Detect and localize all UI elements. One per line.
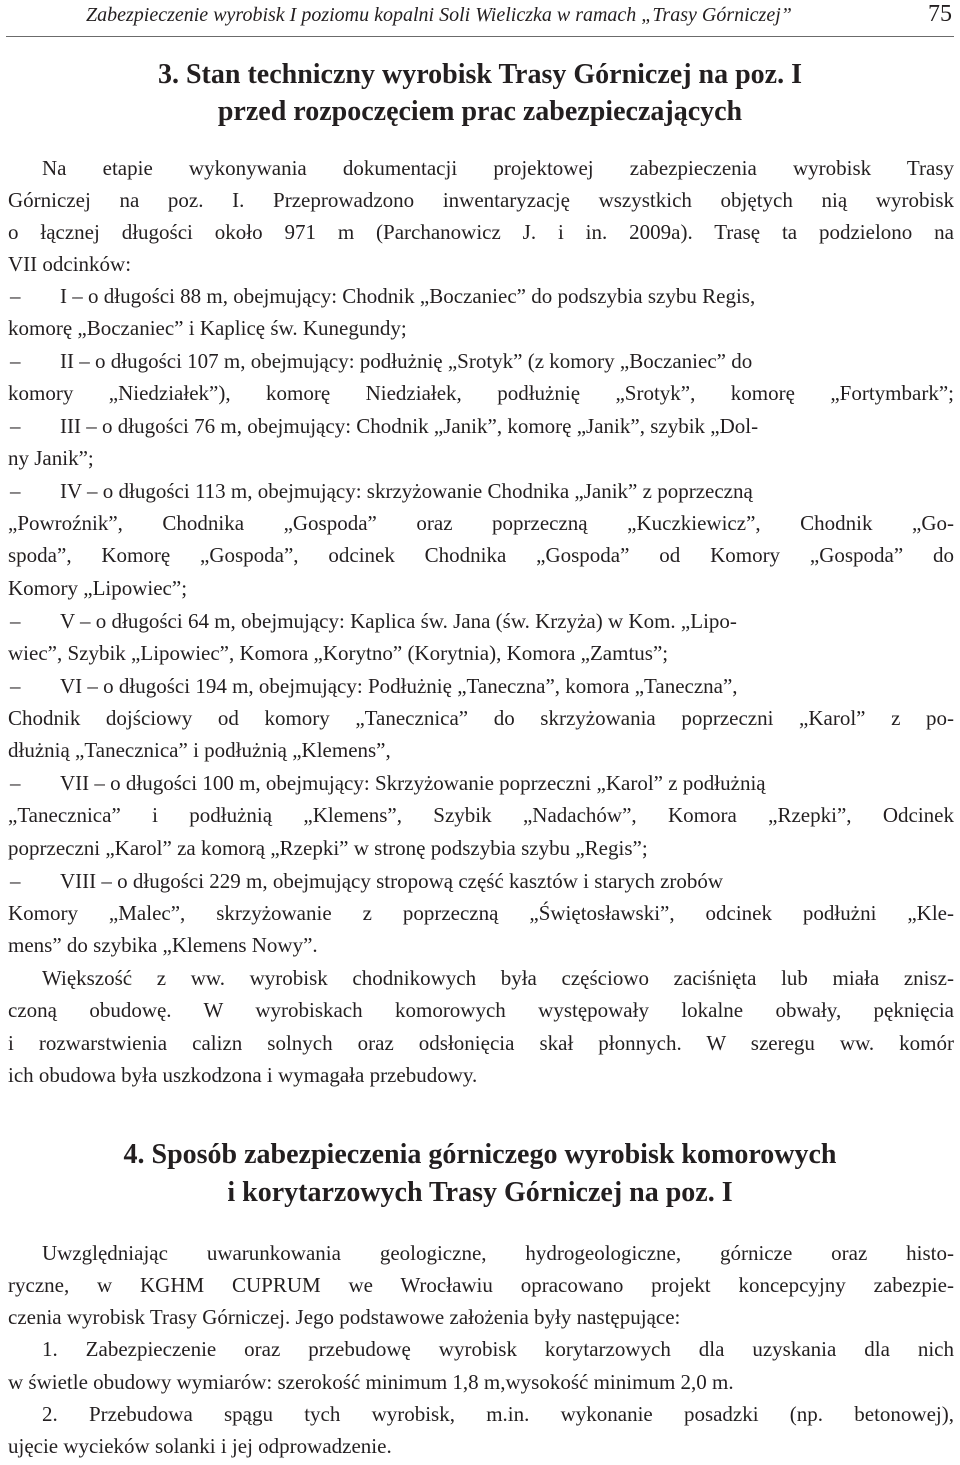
list-item-text: IV – o długości 113 m, obejmujący: skrzyżowanie Chodnika „Janik” z poprzeczną <box>60 479 753 503</box>
text-line: czenia wyrobisk Trasy Górniczej. Jego podstawowe założenia były następujące: <box>8 1305 681 1329</box>
text-line: w świetle obudowy wymiarów: szerokość minimum 1,8 m,wysokość minimum 2,0 m. <box>8 1370 734 1394</box>
running-head <box>0 0 960 40</box>
text-line: „Tanecznica” i podłużnią „Klemens”, Szybik „Nadachów”, Komora „Rzepki”, Odcinek <box>8 803 954 827</box>
text-line: wiec”, Szybik „Lipowiec”, Komora „Korytno” (Korytnia), Komora „Zamtus”; <box>8 641 669 665</box>
text-line: Chodnik dojściowy od komory „Tanecznica” do skrzyżowania poprzeczni „Karol” z po- <box>8 706 954 730</box>
list-item-line <box>10 671 956 701</box>
text-line: VII odcinków: <box>8 252 132 276</box>
text-line: Większość z ww. wyrobisk chodnikowych była częściowo zaciśnięta lub miała znisz- <box>42 966 954 990</box>
list-item-line <box>10 768 956 798</box>
list-item-line <box>10 411 956 441</box>
text-line: i rozwarstwienia calizn solnych oraz odsłonięcia skał płonnych. W szeregu ww. komór <box>8 1031 954 1055</box>
text-line: Uwzględniając uwarunkowania geologiczne, hydrogeologiczne, górnicze oraz histo- <box>42 1241 954 1265</box>
dash-bullet: – <box>10 414 21 438</box>
section-4-heading-line-2: i korytarzowych Trasy Górniczej na poz. I <box>227 1177 733 1208</box>
text-line: mens” do szybika „Klemens Nowy”. <box>8 933 318 957</box>
dash-bullet: – <box>10 479 21 503</box>
list-item-text: VI – o długości 194 m, obejmujący: Podłużnię „Taneczna”, komora „Taneczna”, <box>60 674 738 698</box>
text-line: Górniczej na poz. I. Przeprowadzono inwentaryzację wszystkich objętych nią wyrobisk <box>8 188 954 212</box>
text-line: czoną obudowę. W wyrobiskach komorowych występowały lokalne obwały, pęknięcia <box>8 998 954 1022</box>
list-item-text: III – o długości 76 m, obejmujący: Chodnik „Janik”, komorę „Janik”, szybik „Dol- <box>60 414 759 438</box>
list-item-text: I – o długości 88 m, obejmujący: Chodnik „Boczaniec” do podszybia szybu Regis, <box>60 284 756 308</box>
list-item-text: V – o długości 64 m, obejmujący: Kaplica św. Jana (św. Krzyża) w Kom. „Lipo- <box>60 609 737 633</box>
list-item-line <box>10 346 956 376</box>
text-line: poprzeczni „Karol” za komorą „Rzepki” w stronę podszybia szybu „Regis”; <box>8 836 648 860</box>
list-item-line: 1. Zabezpieczenie oraz przebudowę wyrobisk korytarzowych dla uzyskania dla nich <box>42 1337 954 1361</box>
text-line: komory „Niedziałek”), komorę Niedziałek, podłużnię „Srotyk”, komorę „Fortymbark”; <box>8 381 954 405</box>
dash-bullet: – <box>10 771 21 795</box>
list-item-text: II – o długości 107 m, obejmujący: podłużnię „Srotyk” (z komory „Boczaniec” do <box>60 349 753 373</box>
list-item-line <box>10 281 956 311</box>
list-item-line <box>10 606 956 636</box>
header-rule <box>6 36 954 37</box>
text-line: Na etapie wykonywania dokumentacji projektowej zabezpieczenia wyrobisk Trasy <box>42 156 954 180</box>
dash-bullet: – <box>10 284 21 308</box>
text-line: komorę „Boczaniec” i Kaplicę św. Kunegundy; <box>8 316 407 340</box>
page-number: 75 <box>928 1 952 27</box>
text-line: Komory „Lipowiec”; <box>8 576 188 600</box>
text-line: o łącznej długości około 971 m (Parchanowicz J. i in. 2009a). Trasę ta podzielono na <box>8 220 954 244</box>
list-item-line <box>10 476 956 506</box>
running-head-title: Zabezpieczenie wyrobisk I poziomu kopalni Soli Wieliczka w ramach „Trasy Górniczej” <box>86 4 792 26</box>
text-line: ujęcie wycieków solanki i jej odprowadzenie. <box>8 1434 392 1458</box>
text-line: „Powroźnik”, Chodnika „Gospoda” oraz poprzeczną „Kuczkiewicz”, Chodnik „Go- <box>8 511 954 535</box>
text-line: ny Janik”; <box>8 446 94 470</box>
dash-bullet: – <box>10 609 21 633</box>
dash-bullet: – <box>10 349 21 373</box>
list-item-line <box>10 866 956 896</box>
text-line: ryczne, w KGHM CUPRUM we Wrocławiu opracowano projekt koncepcyjny zabezpie- <box>8 1273 954 1297</box>
section-3-heading-line-2: przed rozpoczęciem prac zabezpieczających <box>217 96 743 127</box>
list-item-text: VIII – o długości 229 m, obejmujący stropową część kasztów i starych zrobów <box>60 869 724 893</box>
section-4-heading-line-1: 4. Sposób zabezpieczenia górniczego wyrobisk komorowych <box>123 1139 837 1170</box>
text-line: ich obudowa była uszkodzona i wymagała przebudowy. <box>8 1063 478 1087</box>
dash-bullet: – <box>10 674 21 698</box>
text-line: spoda”, Komorę „Gospoda”, odcinek Chodnika „Gospoda” od Komory „Gospoda” do <box>8 543 954 567</box>
list-item-line: 2. Przebudowa spągu tych wyrobisk, m.in. wykonanie posadzki (np. betonowej), <box>42 1402 954 1426</box>
list-item-text: VII – o długości 100 m, obejmujący: Skrzyżowanie poprzeczni „Karol” z podłużnią <box>60 771 766 795</box>
dash-bullet: – <box>10 869 21 893</box>
section-3-heading-line-1: 3. Stan techniczny wyrobisk Trasy Górniczej na poz. I <box>157 59 802 90</box>
text-line: dłużnią „Tanecznica” i podłużnią „Klemens”, <box>8 738 391 762</box>
text-line: Komory „Malec”, skrzyżowanie z poprzeczną „Świętosławski”, odcinek podłużni „Kle- <box>8 901 954 925</box>
